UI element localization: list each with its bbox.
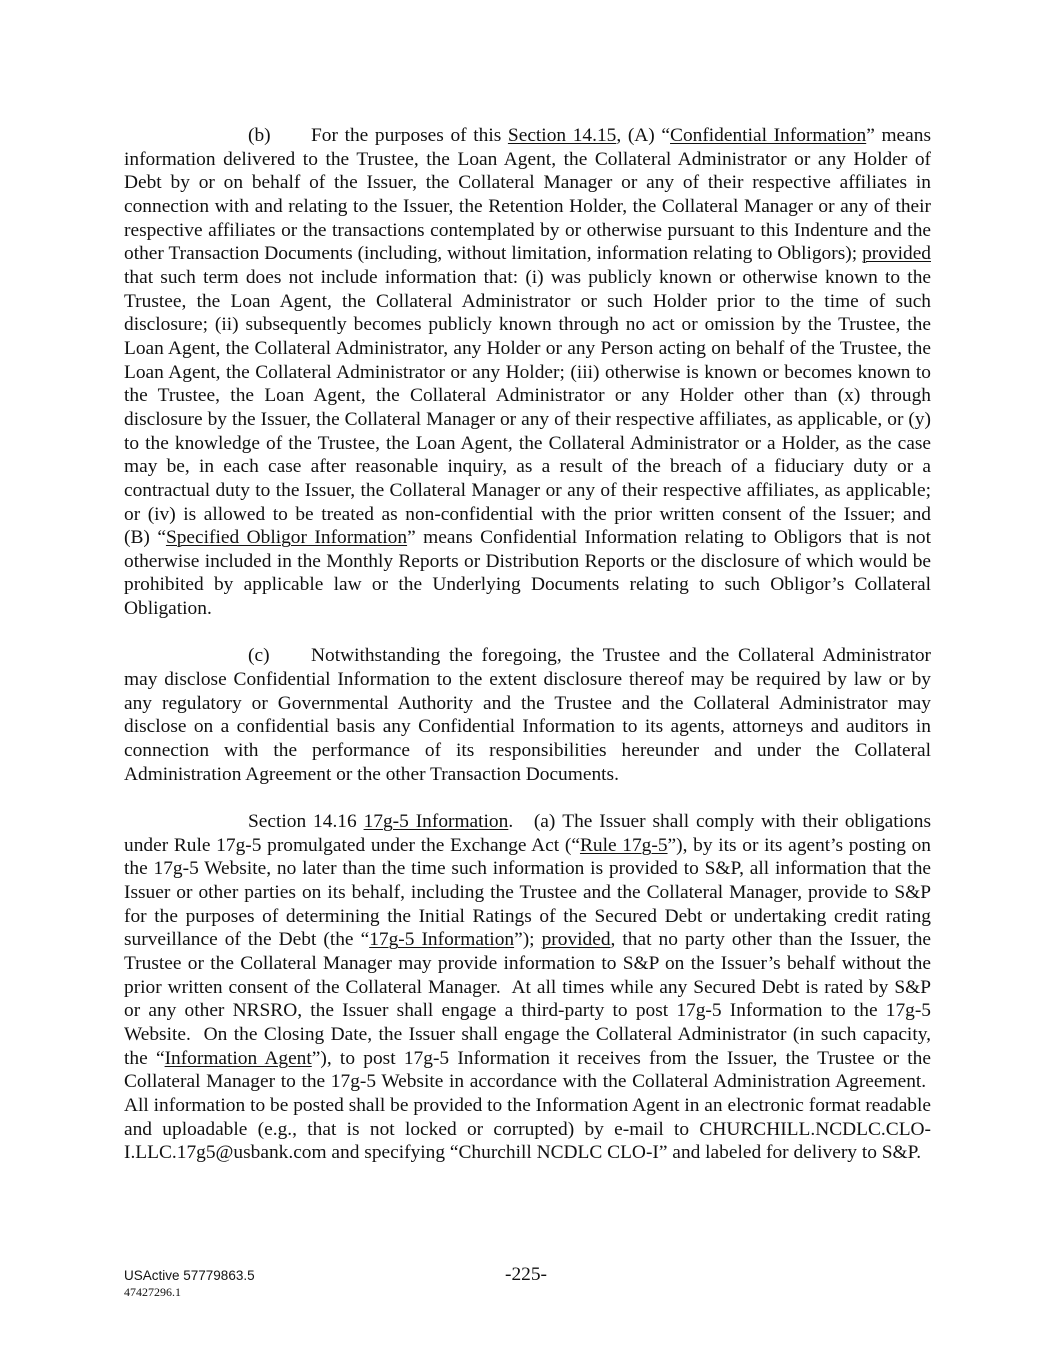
document-page: [124, 124, 931, 1188]
section-reference: Section 14.15: [507, 125, 617, 146]
defined-term: Specified Obligor Information: [165, 527, 408, 549]
section-14-16: Section 14.16 17g-5 Information. (a) The Issuer shall comply with their obligations under Rule 17g-5 promulgated under the Exchange Act (“Rule 17g-5”), by its or its agent’s posting on the 17g-5 Website, no later than the time such information is provided to S&P, all information that the Issuer or other parties on its behalf, including the Trustee and the Collateral Manager, provide to S&P for the purposes of determining the Initial Ratings of the Secured Debt or undertaking credit rating surveillance of the Debt (the “17g-5 Information”); provided, that no party other than the Issuer, the Trustee or the Collateral Manager may provide information to S&P on the Issuer’s behalf without the prior written consent of the Collateral Manager. At all times while any Secured Debt is rated by S&P or any other NRSRO, the Issuer shall engage a third-party to post 17g-5 Information to the 17g-5 Website. On the Closing Date, the Issuer shall engage the Collateral Administrator (in such capacity, the “Information Agent”), to post 17g-5 Information it receives from the Issuer, the Trustee or the Collateral Manager to the 17g-5 Website in accordance with the Collateral Administration Agreement. All information to be posted shall be provided to the Information Agent in an electronic format readable and uploadable (e.g., that is not locked or corrupted) by e-mail to CHURCHILL.NCDLC.CLO-I.LLC.17g5@usbank.com and specifying “Churchill NCDLC CLO-I” and labeled for delivery to S&P.: [124, 811, 932, 1164]
section-heading: Section 14.16: [248, 811, 364, 832]
section-title: 17g-5 Information: [363, 811, 509, 832]
defined-term: Confidential Information: [670, 125, 867, 146]
defined-term: Information Agent: [164, 1047, 312, 1069]
defined-term: 17g-5 Information: [369, 929, 515, 951]
footer-doc-id: USActive 57779863.5: [124, 1268, 255, 1283]
paragraph-b: (b) For the purposes of this Section 14.15, (A) “Confidential Information” means information delivered to the Trustee, the Loan Agent, the Collateral Administrator or any Holder of Debt by or on behalf of the Issuer, the Collateral Manager or any of their respective affiliates in connection with and relating to the Issuer, the Retention Holder, the Collateral Manager or any of their respective affiliates or the transactions contemplated by or otherwise pursuant to this Indenture and the other Transaction Documents (including, without limitation, information relating to Obligors); provided that such term does not include information that: (i) was publicly known or otherwise known to the Trustee, the Loan Agent, the Collateral Administrator or such Holder prior to the time of such disclosure; (ii) subsequently becomes publicly known through no act or omission by the Trustee, the Loan Agent, the Collateral Administrator, any Holder or any Person acting on behalf of the Trustee, the Loan Agent, the Collateral Administrator or any Holder; (iii) otherwise is known or becomes known to the Trustee, the Loan Agent, the Collateral Administrator or any Holder other than (x) through disclosure by the Issuer, the Collateral Manager or any of their respective affiliates, as applicable, or (y) to the knowledge of the Trustee, the Loan Agent, the Collateral Administrator or a Holder, as the case may be, in each case after reasonable inquiry, as a result of the breach of a fiduciary duty or a contractual duty to the Issuer, the Collateral Manager or any of their respective affiliates, as applicable; or (iv) is allowed to be treated as non-confidential with the prior written consent of the Issuer; and (B) “Specified Obligor Information” means Confidential Information relating to Obligors that is not otherwise included in the Monthly Reports or Distribution Reports or the disclosure of which would be prohibited by applicable law or the Underlying Documents relating to such Obligor’s Collateral Obligation.: [124, 125, 931, 620]
paragraph-label: (b): [248, 125, 271, 146]
defined-term: Rule 17g-5: [579, 834, 668, 856]
paragraph-c: (c) Notwithstanding the foregoing, the Trustee and the Collateral Administrator may disclose Confidential Information to the extent disclosure thereof may be required by law or by any regulatory or Governmental Authority and the Trustee and the Collateral Administrator may disclose on a confidential basis any Confidential Information to its agents, attorneys and auditors in connection with the performance of its responsibilities hereunder and under the Collateral Administration Agreement or the other Transaction Documents.: [124, 645, 931, 785]
paragraph-label: (c): [248, 645, 270, 667]
defined-term: provided: [541, 929, 611, 951]
footer-doc-ids: [124, 1268, 255, 1300]
defined-term: provided: [862, 243, 931, 265]
footer-doc-sub-id: 47427296.1: [124, 1285, 181, 1299]
page-number: -225-: [505, 1264, 548, 1285]
